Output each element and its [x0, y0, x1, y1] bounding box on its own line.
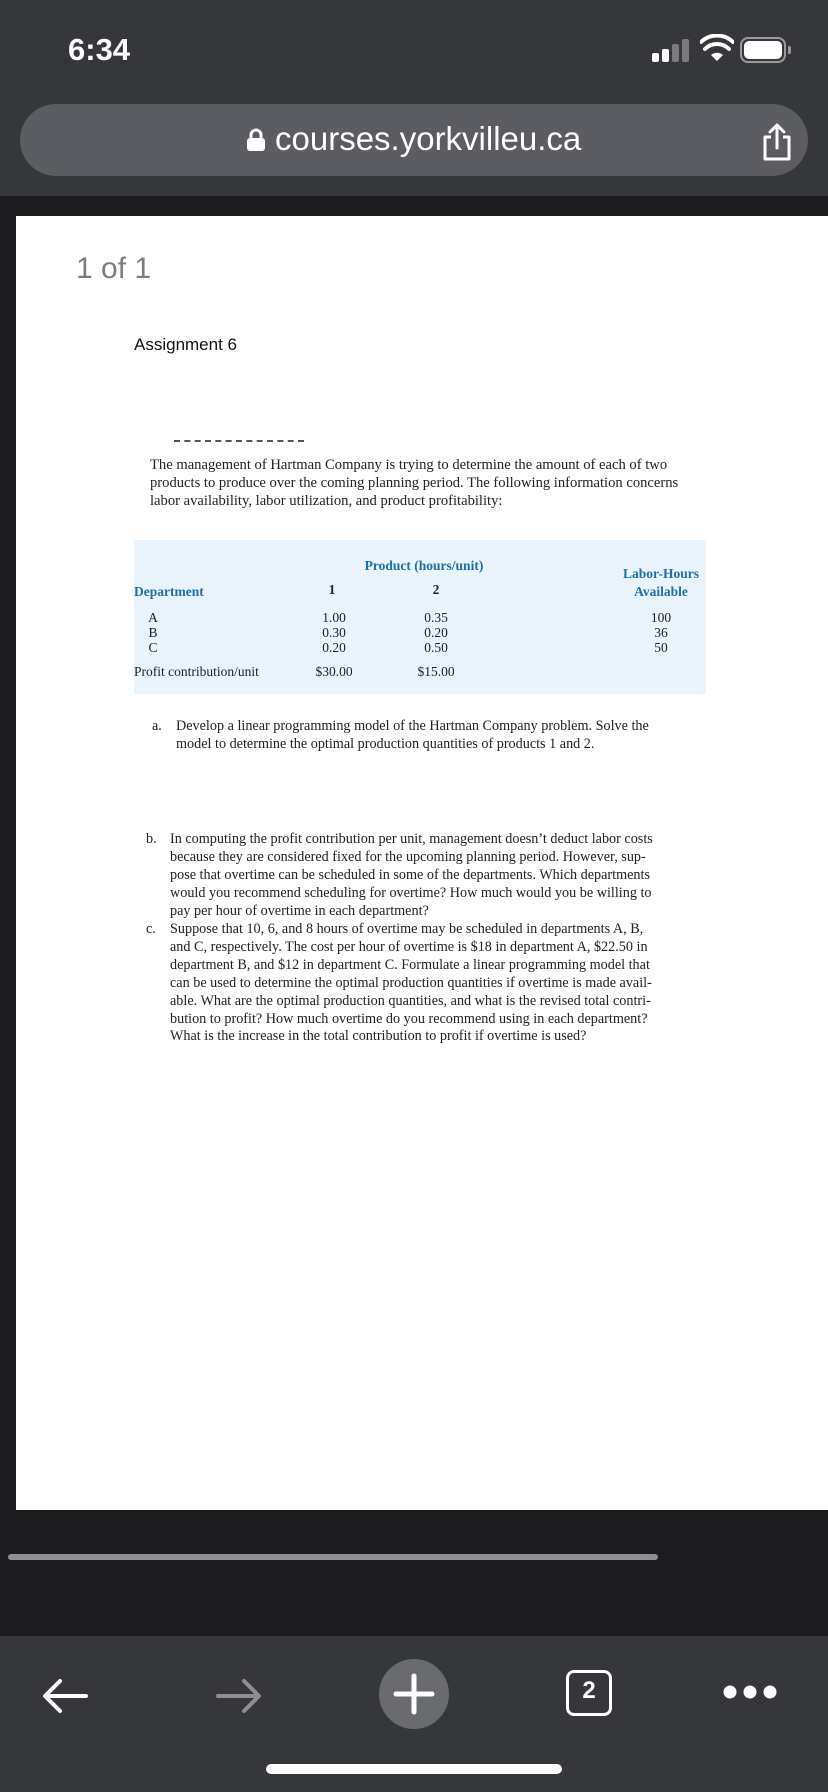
- wifi-icon: [700, 34, 734, 64]
- labor-table: [134, 540, 706, 694]
- p2-cell: 0.35: [424, 610, 448, 625]
- dept-cell: A: [148, 610, 158, 625]
- labor-hours-header: Labor-Hours: [622, 566, 699, 581]
- question-line: bution to profit? How much overtime do you recommend using in each department?: [170, 1010, 648, 1027]
- cutoff-text-fragment: [174, 440, 304, 444]
- avail-cell: 100: [650, 610, 672, 625]
- page-counter: 1 of 1: [76, 252, 152, 285]
- dept-cell: C: [148, 640, 158, 655]
- dept-cell: B: [148, 625, 158, 640]
- profit-p2: $15.00: [417, 664, 455, 679]
- status-time: 6:34: [68, 32, 131, 67]
- plus-icon[interactable]: [378, 1658, 450, 1730]
- share-icon[interactable]: [760, 122, 794, 162]
- product-2-header: 2: [432, 582, 440, 597]
- question-line: model to determine the optimal production quantities of products 1 and 2.: [176, 735, 595, 752]
- profit-label: Profit contribution/unit: [134, 664, 259, 679]
- avail-cell: 50: [654, 640, 668, 655]
- intro-line: The management of Hartman Company is trying to determine the amount of each of two: [150, 457, 668, 473]
- url-text[interactable]: courses.yorkvilleu.ca: [275, 120, 582, 157]
- product-header: Product (hours/unit): [364, 558, 484, 573]
- p2-cell: 0.20: [424, 625, 448, 640]
- browser-bottom-toolbar: [0, 1636, 828, 1792]
- question-line: would you recommend scheduling for overtime? How much would you be willing to: [170, 884, 652, 901]
- question-letter: a.: [152, 718, 162, 734]
- profit-p1: $30.00: [315, 664, 353, 679]
- lock-icon: [246, 128, 266, 152]
- question-line: Suppose that 10, 6, and 8 hours of overtime may be scheduled in departments A, B,: [170, 921, 644, 937]
- p1-cell: 0.20: [322, 640, 346, 655]
- question-letter: c.: [146, 921, 156, 937]
- question-line: Develop a linear programming model of the Hartman Company problem. Solve the: [176, 718, 649, 734]
- department-header: Department: [134, 584, 204, 599]
- back-arrow-icon[interactable]: [40, 1676, 90, 1716]
- question-letter: b.: [146, 831, 157, 847]
- question-line: able. What are the optimal production quantities, and what is the revised total contri-: [170, 992, 651, 1009]
- p1-cell: 0.30: [322, 625, 346, 640]
- more-icon[interactable]: [722, 1684, 778, 1700]
- avail-cell: 36: [654, 625, 668, 640]
- home-indicator[interactable]: [266, 1764, 562, 1774]
- address-bar[interactable]: [20, 104, 808, 176]
- horizontal-scrollbar[interactable]: [8, 1554, 658, 1560]
- browser-top-chrome: [0, 0, 828, 196]
- question-line: pose that overtime can be scheduled in some of the departments. Which departments: [170, 866, 650, 883]
- available-header: Available: [634, 584, 688, 599]
- assignment-title: Assignment 6: [134, 335, 237, 354]
- question-line: can be used to determine the optimal production quantities if overtime is made avail-: [170, 974, 652, 991]
- intro-line: labor availability, labor utilization, and product profitability:: [150, 493, 503, 509]
- question-line: because they are considered fixed for the upcoming planning period. However, sup-: [170, 848, 646, 865]
- cellular-signal-icon: [652, 38, 692, 62]
- question-line: In computing the profit contribution per unit, management doesn’t deduct labor costs: [170, 831, 653, 847]
- intro-line: products to produce over the coming planning period. The following information concerns: [150, 475, 679, 491]
- question-line: department B, and $12 in department C. Formulate a linear programming model that: [170, 956, 650, 973]
- tabs-icon[interactable]: [566, 1670, 612, 1716]
- p2-cell: 0.50: [424, 640, 448, 655]
- question-line: pay per hour of overtime in each department?: [170, 902, 429, 919]
- problem-intro: [150, 456, 706, 510]
- question-line: and C, respectively. The cost per hour of overtime is $18 in department A, $22.50 in: [170, 938, 648, 955]
- product-1-header: 1: [328, 582, 336, 597]
- question-line: What is the increase in the total contribution to profit if overtime is used?: [170, 1028, 587, 1045]
- forward-arrow-icon[interactable]: [214, 1676, 264, 1716]
- p1-cell: 1.00: [322, 610, 346, 625]
- battery-icon: [740, 37, 790, 63]
- tab-count: 2: [582, 1677, 596, 1704]
